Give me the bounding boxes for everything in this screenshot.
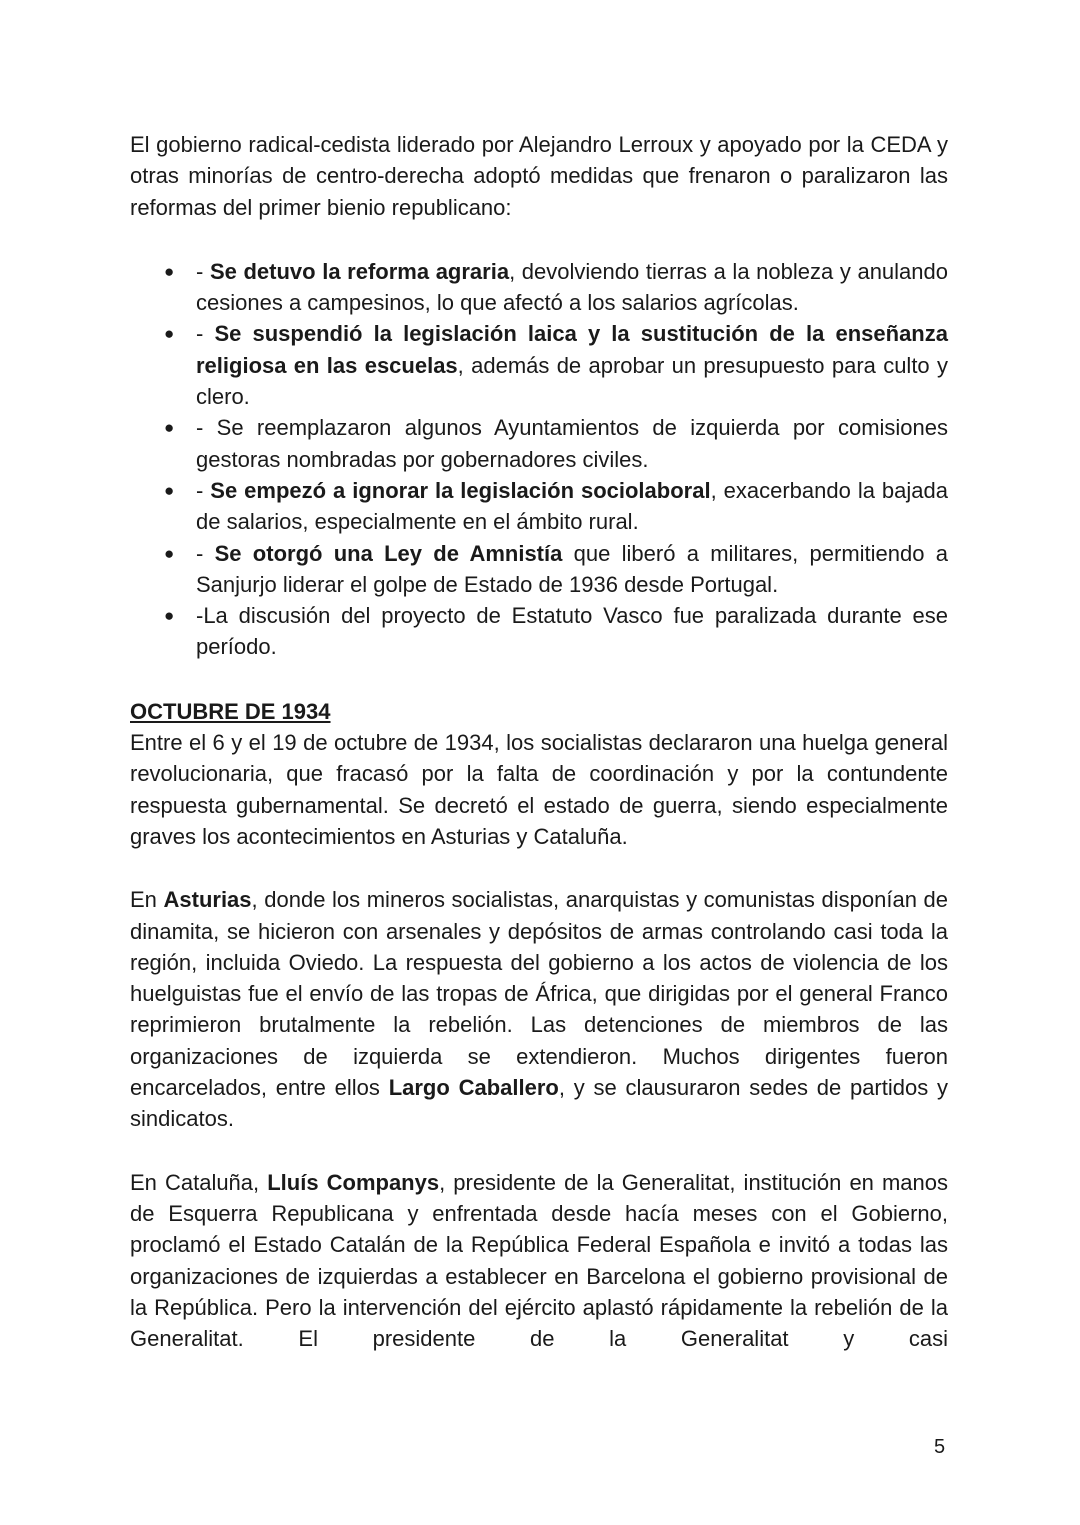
- text: -: [196, 540, 215, 566]
- text: En Cataluña,: [130, 1169, 268, 1195]
- section-heading: OCTUBRE DE 1934: [130, 698, 331, 724]
- text: , además de aprobar un presupuesto para culto y clero.: [196, 352, 948, 410]
- bold-text: Se suspendió la legislación laica y la sustitución de la enseñanza religiosa en las escuelas: [196, 321, 948, 378]
- list-item: [130, 538, 948, 601]
- list-item: [130, 318, 948, 412]
- bold-text: Asturias: [163, 887, 252, 913]
- list-item: [130, 475, 948, 538]
- text: , donde los mineros socialistas, anarquistas y comunistas disponían de dinamita, se hicieron con arsenales y depósitos de armas controlando casi toda la región, incluida Oviedo. La respuesta del gobierno a los actos de violencia de los huelguistas fue el envío de las tropas de África, que dirigidas por el general Franco reprimieron brutalmente la rebelión. Las detenciones de miembros de las organizaciones de izquierda se extendieron. Muchos dirigentes fueron encarcelados, entre ellos: [130, 887, 948, 1101]
- list-item: [130, 256, 948, 319]
- cataluna-paragraph: [130, 1167, 948, 1355]
- bold-text: Se detuvo la reforma agraria: [209, 258, 510, 284]
- bold-text: Largo Caballero: [388, 1075, 559, 1101]
- page-number: 5: [934, 1436, 946, 1458]
- document-page: [130, 129, 948, 1354]
- text: -: [196, 258, 210, 284]
- intro-paragraph: El gobierno radical-cedista liderado por Alejandro Lerroux y apoyado por la CEDA y otras minorías de centro-derecha adoptó medidas que frenaron o paralizaron las reformas del primer bienio republicano:: [130, 132, 948, 220]
- text: -: [196, 477, 211, 503]
- list-item: [130, 600, 948, 663]
- bold-text: Lluís Companys: [267, 1169, 440, 1195]
- october-paragraph: Entre el 6 y el 19 de octubre de 1934, los socialistas declararon una huelga general revolucionaria, que fracasó por la falta de coordinación y por la contundente respuesta gubernamental. Se decretó el estado de guerra, siendo especialmente graves los acontecimientos en Asturias y Cataluña.: [130, 730, 948, 849]
- text: , presidente de la Generalitat, institución en manos de Esquerra Republicana y enfrentada desde hacía meses con el Gobierno, proclamó el Estado Catalán de la República Federal Española e invitó a todas las organizaciones de izquierdas a establecer en Barcelona el gobierno provisional de la República. Pero la intervención del ejército aplastó rápidamente la rebelión de la Generalitat. El presidente de la Generalitat y casi: [130, 1169, 949, 1352]
- text: , exacerbando la bajada de salarios, especialmente en el ámbito rural.: [196, 477, 948, 535]
- text: -: [196, 321, 215, 347]
- text: En: [130, 887, 164, 913]
- text: -La discusión del proyecto de Estatuto Vasco fue paralizada durante ese período.: [196, 603, 948, 660]
- list-item: [130, 412, 948, 475]
- text: que liberó a militares, permitiendo a Sanjurjo liderar el golpe de Estado de 1936 desde Portugal.: [196, 540, 948, 597]
- asturias-paragraph: [130, 884, 948, 1134]
- text: , y se clausuraron sedes de partidos y sindicatos.: [130, 1075, 949, 1132]
- text: - Se reemplazaron algunos Ayuntamientos de izquierda por comisiones gestoras nombradas por gobernadores civiles.: [196, 415, 948, 472]
- measures-list: [130, 256, 948, 663]
- bold-text: Se otorgó una Ley de Amnistía: [214, 540, 563, 566]
- text: , devolviendo tierras a la nobleza y anulando cesiones a campesinos, lo que afectó a los salarios agrícolas.: [196, 258, 948, 316]
- bold-text: Se empezó a ignorar la legislación sociolaboral: [210, 477, 711, 503]
